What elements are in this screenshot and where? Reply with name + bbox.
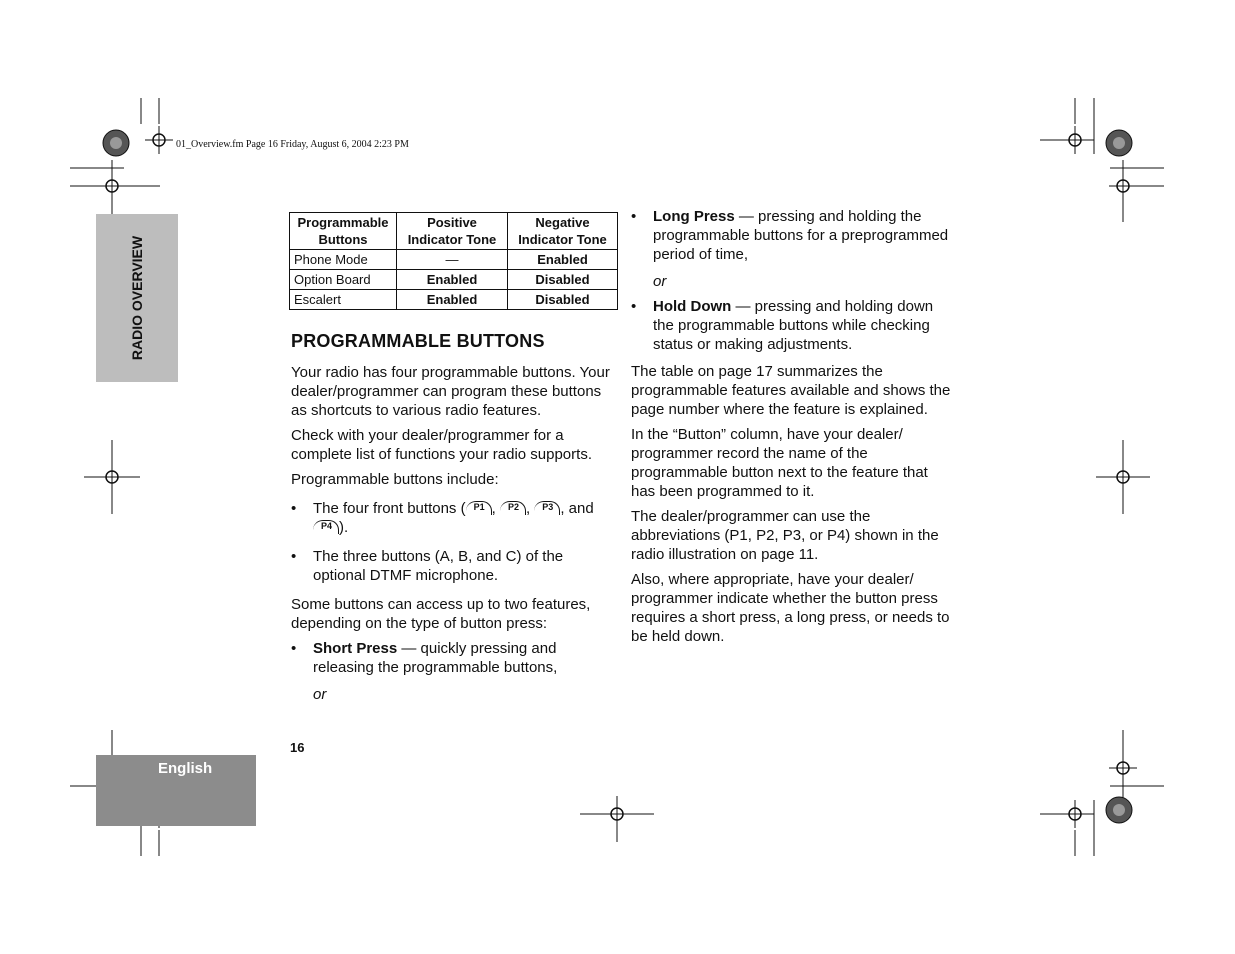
paragraph: Your radio has four programmable buttons. Your dealer/programmer can program these buttons as shortcuts to various radio features. — [291, 364, 610, 419]
list-item: • The three buttons (A, B, and C) of the optional DTMF microphone. — [291, 548, 564, 584]
language-label: English — [158, 760, 213, 777]
paragraph: In the “Button” column, have your dealer/ programmer record the name of the programmable button next to the feature that has been programmed to it. — [631, 426, 928, 500]
table-row — [290, 290, 618, 310]
p4-button-icon: P4 — [313, 520, 339, 534]
list-item: • Long Press — pressing and holding the programmable buttons for a preprogrammed period of time, — [631, 208, 949, 263]
p2-button-icon: P2 — [500, 501, 526, 515]
language-tab — [96, 755, 256, 826]
indicator-tone-table — [289, 212, 618, 310]
paragraph: The table on page 17 summarizes the programmable features available and shows the page number where the feature is explained. — [631, 363, 951, 418]
paragraph: Also, where appropriate, have your dealer/ programmer indicate whether the button press requires a short press, a long press, or needs to be held down. — [631, 571, 950, 645]
table-cell: Phone Mode — [290, 250, 397, 270]
paragraph: Check with your dealer/programmer for a complete list of functions your radio supports. — [291, 427, 592, 463]
table-cell: Escalert — [290, 290, 397, 310]
table-header-row — [290, 213, 618, 250]
table-cell: Enabled — [508, 250, 618, 270]
list-item: • The four front buttons ( P1 , P2 , P3 , and P4 ). — [291, 500, 594, 536]
bullet-mark: • — [291, 548, 297, 565]
paragraph: The dealer/programmer can use the abbreviations (P1, P2, P3, or P4) shown in the radio illustration on page 11. — [631, 508, 939, 563]
or-connector: or — [313, 686, 327, 703]
p3-button-icon: P3 — [534, 501, 560, 515]
table-cell: — — [397, 250, 508, 270]
page-number: 16 — [290, 740, 305, 755]
p1-button-icon: P1 — [466, 501, 492, 515]
table-cell: Disabled — [508, 290, 618, 310]
table-cell: Enabled — [397, 290, 508, 310]
table-header: Programmable Buttons — [290, 213, 397, 250]
bullet-mark: • — [631, 298, 637, 315]
paragraph: Some buttons can access up to two features, depending on the type of button press: — [291, 596, 591, 632]
section-side-tab — [96, 214, 178, 382]
table-row — [290, 250, 618, 270]
or-connector: or — [653, 273, 667, 290]
paragraph: Programmable buttons include: — [291, 471, 499, 488]
table-row — [290, 270, 618, 290]
table-cell: Enabled — [397, 270, 508, 290]
table-cell: Disabled — [508, 270, 618, 290]
side-tab-label: RADIO OVERVIEW — [129, 235, 145, 361]
bullet-mark: • — [631, 208, 637, 225]
table-header: Negative Indicator Tone — [508, 213, 618, 250]
list-item: • Hold Down — pressing and holding down the programmable buttons while checking status or making adjustments. — [631, 298, 934, 353]
file-info-header: 01_Overview.fm Page 16 Friday, August 6, 2004 2:23 PM — [176, 139, 409, 150]
left-column — [291, 363, 613, 704]
right-column — [631, 207, 953, 652]
section-title: PROGRAMMABLE BUTTONS — [291, 331, 545, 351]
list-item: • Short Press — quickly pressing and releasing the programmable buttons, — [291, 640, 558, 676]
table-cell: Option Board — [290, 270, 397, 290]
bullet-mark: • — [291, 640, 297, 657]
table-header: Positive Indicator Tone — [397, 213, 508, 250]
bullet-mark: • — [291, 500, 297, 517]
